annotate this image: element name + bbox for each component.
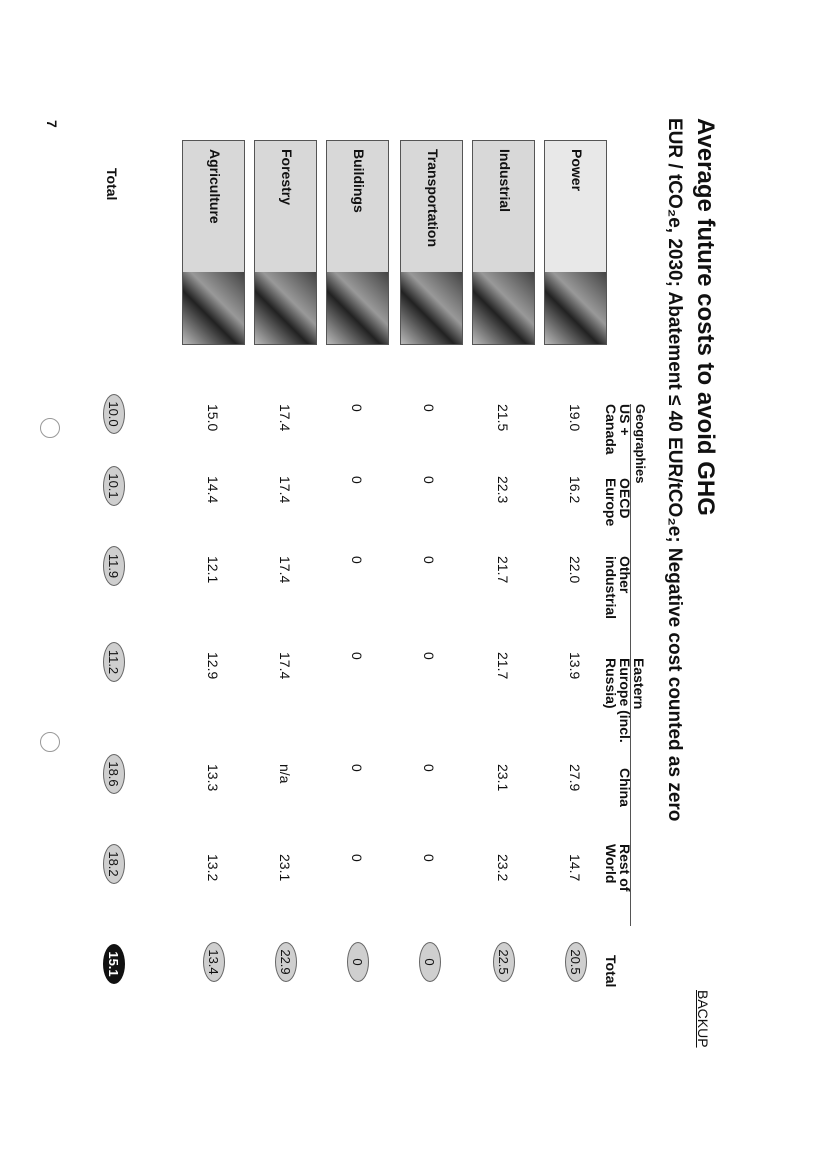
table-cell: n/a: [277, 764, 293, 784]
sector-row-forestry: [254, 140, 317, 345]
sector-label: Transportation: [425, 149, 441, 248]
row-total-oval: 22.9: [275, 942, 297, 982]
table-cell: 21.7: [495, 556, 511, 584]
sector-row-transportation: [400, 140, 463, 345]
table-cell: 21.7: [495, 652, 511, 680]
table-cell: 27.9: [567, 764, 583, 792]
table-cell: 22.0: [567, 556, 583, 584]
sector-photo: [183, 272, 244, 344]
column-total-oval: 11.2: [103, 642, 125, 682]
sector-photo: [401, 272, 462, 344]
grand-total-oval: 15.1: [103, 944, 125, 984]
sector-row-industrial: [472, 140, 535, 345]
table-cell: 13.3: [205, 764, 221, 792]
row-total-oval: 22.5: [493, 942, 515, 982]
page-title: Average future costs to avoid GHG: [692, 118, 719, 516]
table-cell: 16.2: [567, 476, 583, 504]
sector-photo: [327, 272, 388, 344]
row-total-oval: 20.5: [565, 942, 587, 982]
table-cell: 19.0: [567, 404, 583, 432]
table-cell: 23.2: [495, 854, 511, 882]
table-cell: 22.3: [495, 476, 511, 504]
table-cell: 15.0: [205, 404, 221, 432]
row-total-oval: 0: [347, 942, 369, 982]
sector-label: Forestry: [279, 149, 295, 206]
table-cell: 12.9: [205, 652, 221, 680]
sector-row-agriculture: [182, 140, 245, 345]
table-cell: 0: [421, 764, 437, 772]
table-cell: 13.9: [567, 652, 583, 680]
punch-hole: [40, 732, 60, 752]
table-cell: 14.7: [567, 854, 583, 882]
table-cell: 0: [421, 854, 437, 862]
column-total-oval: 18.6: [103, 754, 125, 794]
column-header: OECD Europe: [603, 478, 633, 527]
column-header: China: [617, 768, 633, 807]
table-cell: 17.4: [277, 556, 293, 584]
page-number: 7: [44, 120, 60, 128]
table-cell: 0: [421, 404, 437, 412]
sector-photo: [545, 272, 606, 344]
table-cell: 0: [421, 652, 437, 660]
table-cell: 0: [349, 652, 365, 660]
table-cell: 0: [349, 404, 365, 412]
table-cell: 0: [421, 556, 437, 564]
column-total-oval: 11.9: [103, 546, 125, 586]
table-cell: 12.1: [205, 556, 221, 584]
row-total-oval: 13.4: [203, 942, 225, 982]
table-cell: 17.4: [277, 476, 293, 504]
table-cell: 14.4: [205, 476, 221, 504]
sector-row-buildings: [326, 140, 389, 345]
table-cell: 21.5: [495, 404, 511, 432]
sector-label: Agriculture: [207, 149, 223, 224]
sector-row-power: [544, 140, 607, 345]
sector-label: Industrial: [497, 149, 513, 213]
total-row-label: Total: [104, 168, 120, 201]
column-header: Rest of World: [603, 844, 633, 892]
table-cell: 23.1: [495, 764, 511, 792]
column-total-oval: 10.0: [103, 394, 125, 434]
geographies-label: Geographies: [633, 404, 648, 484]
page-subtitle: EUR / tCO₂e, 2030; Abatement ≤ 40 EUR/tCO₂e; Negative cost counted as zero: [664, 118, 685, 822]
table-cell: 0: [349, 556, 365, 564]
column-header: Total: [603, 955, 619, 988]
table-cell: 0: [349, 764, 365, 772]
table-cell: 0: [349, 854, 365, 862]
column-header: Other industrial: [603, 556, 633, 620]
table-cell: 17.4: [277, 652, 293, 680]
table-cell: 0: [349, 476, 365, 484]
sector-label: Power: [569, 149, 585, 192]
column-header: US + Canada: [603, 404, 633, 455]
column-header: Eastern Europe (incl. Russia): [603, 658, 647, 743]
column-total-oval: 10.1: [103, 466, 125, 506]
punch-hole: [40, 418, 60, 438]
row-total-oval: 0: [419, 942, 441, 982]
column-total-oval: 18.2: [103, 844, 125, 884]
table-cell: 13.2: [205, 854, 221, 882]
sector-label: Buildings: [351, 149, 367, 213]
sector-photo: [255, 272, 316, 344]
sector-photo: [473, 272, 534, 344]
backup-label: BACKUP: [695, 990, 711, 1048]
table-cell: 23.1: [277, 854, 293, 882]
table-cell: 0: [421, 476, 437, 484]
table-cell: 17.4: [277, 404, 293, 432]
